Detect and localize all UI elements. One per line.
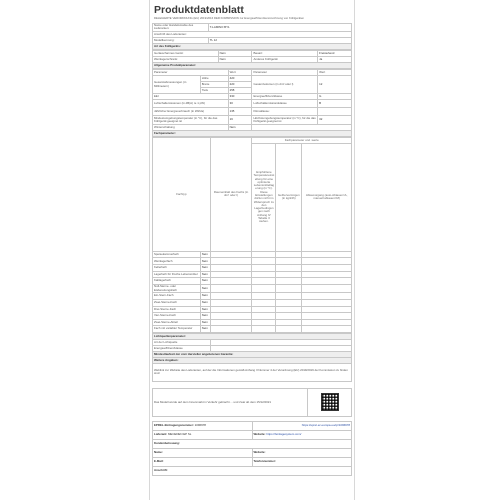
annual-energy-value: 135 — [228, 108, 252, 116]
other-appliance-label: Anderes Kühlgerät: — [252, 57, 318, 63]
design-type-value: Freistehend — [318, 51, 352, 57]
compartment-cell — [252, 264, 276, 271]
compartment-cell — [210, 251, 252, 258]
compartment-cell — [302, 319, 352, 326]
eei-value: 330 — [228, 94, 252, 100]
table-row — [153, 284, 352, 293]
table-row — [153, 258, 352, 265]
compartment-cell — [252, 258, 276, 265]
supplier-address-label: Anschrift des Lieferanten: — [153, 32, 352, 38]
compartment-cell — [276, 293, 302, 300]
compartment-present: Nein — [200, 293, 210, 300]
contact-address-label: Anschrift: — [154, 468, 168, 473]
compartment-cell — [210, 319, 252, 326]
compartment-cell — [210, 278, 252, 285]
compartment-type: Null-Sterne- oder Eisbereitungsfach — [153, 284, 201, 293]
compartment-present: Nein — [200, 326, 210, 333]
eei-label: EEI — [153, 94, 229, 100]
low-noise-label: Geräuscharmes Gerät: — [153, 51, 219, 57]
climate-class-value — [318, 108, 352, 116]
compartment-cell — [210, 326, 252, 333]
light-class-label: Energieeffizienzklasse — [153, 345, 211, 351]
supplier-table — [152, 23, 352, 51]
light-source-heading: Lichtquellenparameter: — [153, 333, 352, 339]
compartment-present: Nein — [200, 264, 210, 271]
compartment-cell — [252, 251, 276, 258]
compartment-cell — [276, 306, 302, 313]
compartment-present: Nein — [200, 271, 210, 278]
compartment-cell — [252, 306, 276, 313]
compartment-present: Nein — [200, 313, 210, 320]
website-link[interactable]: https://feinlagesystem.com/ — [266, 432, 302, 437]
compartment-cell — [210, 313, 252, 320]
compartment-cell — [276, 299, 302, 306]
light-type-label: Art der Lichtquelle — [153, 339, 211, 345]
compartment-type: Weinlagerfach — [153, 258, 201, 265]
contact-name-label: Name: — [154, 450, 163, 455]
compartment-cell — [276, 271, 302, 278]
compartment-cell — [302, 313, 352, 320]
compartment-cell — [210, 293, 252, 300]
supplier-label: Lieferant: — [154, 432, 168, 437]
climate-class-label: Klimaklasse: — [252, 108, 318, 116]
appliance-type-heading: Art des Kühlgeräts: — [153, 44, 352, 50]
compartment-cell — [210, 264, 252, 271]
supplier-value: MECEDEN EP SL — [167, 432, 192, 437]
compartment-type: Fach mit variabler Temperatur — [153, 326, 201, 333]
winter-setting-value: Nein — [228, 124, 252, 130]
compartment-present: Nein — [200, 319, 210, 326]
compartment-cell — [252, 284, 276, 293]
compartment-present: Nein — [200, 251, 210, 258]
compartment-type: Lagerfach für frische Lebensmittel — [153, 271, 201, 278]
eprel-label: EPREL-Eintragungsnummer: — [154, 423, 194, 428]
compartment-params-heading: Fachparameter: — [153, 130, 352, 136]
contact-table — [152, 421, 352, 476]
footer-table — [152, 388, 352, 417]
freezing-capacity-header: Gefriervermögen (in kg/24h) — [276, 143, 302, 251]
table-row — [153, 299, 352, 306]
compartment-cell — [302, 258, 352, 265]
compartment-type: Kellerfach — [153, 264, 201, 271]
contact-website-label: Website: — [253, 450, 266, 455]
param-col-header: Parameter — [153, 70, 229, 76]
compartment-cell — [252, 313, 276, 320]
table-row — [153, 251, 352, 258]
noise-value: 30 — [228, 100, 252, 108]
compartment-type: Zwei-Sterne-Fach — [153, 299, 201, 306]
param-col-header-2: Parameter — [252, 70, 318, 76]
compartment-present: Nein — [200, 284, 210, 293]
compartment-cell — [252, 326, 276, 333]
width-value: 220 — [228, 82, 252, 88]
max-ambient-temp-label: Höchstumgebungstemperatur (in °C), für die das Kühlgerät geeignet ist — [253, 115, 316, 123]
depth-value: 258 — [228, 88, 252, 94]
compartment-type: Zwei-Sterne-Abteil — [153, 319, 201, 326]
compartment-cell — [252, 299, 276, 306]
compartment-present: Nein — [200, 258, 210, 265]
compartment-cell — [302, 278, 352, 285]
compartment-present: Nein — [200, 299, 210, 306]
qr-code-icon — [321, 393, 339, 411]
low-noise-value: Nein — [218, 51, 252, 57]
compartment-volume-header: Raumeinhalt des Fachs (in dm³ oder l) — [210, 137, 252, 251]
compartment-cell — [302, 271, 352, 278]
supplier-name-value: T-LAMINO BY1 — [208, 23, 351, 32]
compartment-cell — [252, 319, 276, 326]
light-source-table — [152, 333, 352, 382]
compartment-params-title: Fachparameter und -werte — [252, 137, 352, 143]
table-row — [153, 306, 352, 313]
energy-class-value: G — [318, 94, 352, 100]
compartment-type: Drei-Sterne-Fach — [153, 306, 201, 313]
compartment-cell — [276, 251, 302, 258]
max-ambient-temp-value: 32 — [318, 116, 352, 125]
table-row — [153, 326, 352, 333]
table-row — [153, 313, 352, 320]
compartment-cell — [302, 264, 352, 271]
compartment-cell — [252, 278, 276, 285]
total-volume-label: Gesamtvolumen (in dm³ oder l) — [252, 76, 318, 94]
page-title: Produktdatenblatt — [154, 4, 244, 16]
setpoint-header: Empfohlene Temperatureinstellung für eine optimierte Lebensmittellagerung (in °C). Diese Einstellungen dürfen nicht im Widerspruch zu den Lagerbedingungen nach Anhang IV Tabelle 3 stehen. — [252, 143, 276, 251]
compartment-cell — [210, 271, 252, 278]
supplier-name-label: Name oder Handelsmarke des Lieferanten: — [153, 23, 209, 32]
wine-storage-label: Weinlagerschrank: — [153, 57, 219, 63]
customer-service-label: Kundenbetreuung: — [154, 441, 180, 446]
compartment-type: Kaltlagerfach — [153, 278, 201, 285]
noise-label: Luftschallemissionen (in dB(A) re 1 pW) — [153, 100, 229, 108]
width-label: Breite — [200, 82, 228, 88]
compartment-cell — [276, 264, 302, 271]
table-row — [153, 271, 352, 278]
dimensions-label: Gesamtabmessungen (in Millimetern) — [153, 76, 201, 94]
noise-class-value: B — [318, 100, 352, 108]
compartment-cell — [276, 319, 302, 326]
compartment-table — [152, 137, 352, 333]
website-label: Website: — [253, 432, 266, 437]
more-info-text: Weblink zur Website des Lieferanten, auf der die Informationen gemäß Anhang II Nummer 4 der Verordnung (EU) 2019/2019 der Kommission zu finden sind: — [153, 363, 352, 381]
more-info-heading: Weitere Angaben: — [153, 357, 352, 363]
value-col-header-2: Wert — [318, 70, 352, 76]
contact-phone-label: Telefonnummer: — [253, 459, 276, 464]
min-ambient-temp-label: Mindestumgebungstemperatur (in °C), für die das Kühlgerät geeignet ist — [153, 116, 229, 125]
compartment-cell — [210, 258, 252, 265]
regulation-subtitle: DELEGIERTE VERORDNUNG (EU) 2019/2016 DER KOMMISSION zur Energieeffizienzkennzeichnung von Kühlgeräten — [154, 16, 305, 20]
wine-storage-value: Nein — [218, 57, 252, 63]
warranty-label: Mindestlaufzeit der vom Hersteller angebotenen Garantie: — [153, 351, 352, 357]
appliance-type-table — [152, 50, 352, 69]
compartment-type: Ein-Stern-Fach — [153, 293, 201, 300]
compartment-cell — [276, 326, 302, 333]
model-label: Modellkennung: — [153, 38, 209, 44]
other-appliance-value: Ja — [318, 57, 352, 63]
depth-label: Tiefe — [200, 88, 228, 94]
compartment-cell — [302, 306, 352, 313]
height-value: 420 — [228, 76, 252, 82]
table-row — [153, 264, 352, 271]
market-note: Das Modell wurde auf dem Innenmarkt in Verkehr gebracht ... und zwar ab dem 15/12/2021 — [153, 388, 308, 416]
noise-class-label: Luftschallemissionsklasse — [252, 100, 318, 108]
winter-setting-label: Winterschaltung — [153, 124, 229, 130]
compartment-cell — [276, 258, 302, 265]
annual-energy-label: Jährlicher Energieverbrauch (in kWh/a) — [153, 108, 229, 116]
model-value: TL 12 — [208, 38, 351, 44]
total-volume-value: 12 — [318, 76, 352, 94]
eprel-link[interactable]: https://eprel.ec.europa.eu/qr/1096978 — [301, 423, 350, 428]
energy-class-label: Energieeffizienzklasse — [252, 94, 318, 100]
compartment-cell — [276, 313, 302, 320]
compartment-type: Vier-Sterne-Fach — [153, 313, 201, 320]
contact-email-label: E-Mail: — [154, 459, 164, 464]
design-type-label: Bauart: — [252, 51, 318, 57]
product-data-sheet — [149, 0, 355, 500]
compartment-cell — [210, 306, 252, 313]
compartment-present: Nein — [200, 278, 210, 285]
compartment-cell — [210, 299, 252, 306]
eprel-number: 1096978 — [194, 423, 206, 428]
compartment-present: Nein — [200, 306, 210, 313]
compartment-cell — [302, 326, 352, 333]
table-row — [153, 319, 352, 326]
height-label: Höhe — [200, 76, 228, 82]
value-col-header: Wert — [228, 70, 252, 76]
compartment-cell — [252, 293, 276, 300]
compartment-cell — [276, 278, 302, 285]
general-params-table — [152, 69, 352, 137]
compartment-cell — [302, 251, 352, 258]
compartment-cell — [302, 299, 352, 306]
compartment-cell — [252, 271, 276, 278]
compartment-cell — [302, 293, 352, 300]
defrost-type-header: Abtauvorgang (auto-Abtauen=A, manuell abtauen=M) — [302, 143, 352, 251]
compartment-cell — [276, 284, 302, 293]
compartment-cell — [210, 284, 252, 293]
compartment-rows — [153, 251, 352, 332]
general-params-heading: Allgemeine Produktparameter: — [153, 63, 352, 69]
table-row — [153, 293, 352, 300]
compartment-type-header: Fachtyp — [153, 137, 211, 251]
compartment-cell — [302, 284, 352, 293]
min-ambient-temp-value: 16 — [228, 116, 252, 125]
table-row — [153, 278, 352, 285]
compartment-type: Speisekammerfach — [153, 251, 201, 258]
